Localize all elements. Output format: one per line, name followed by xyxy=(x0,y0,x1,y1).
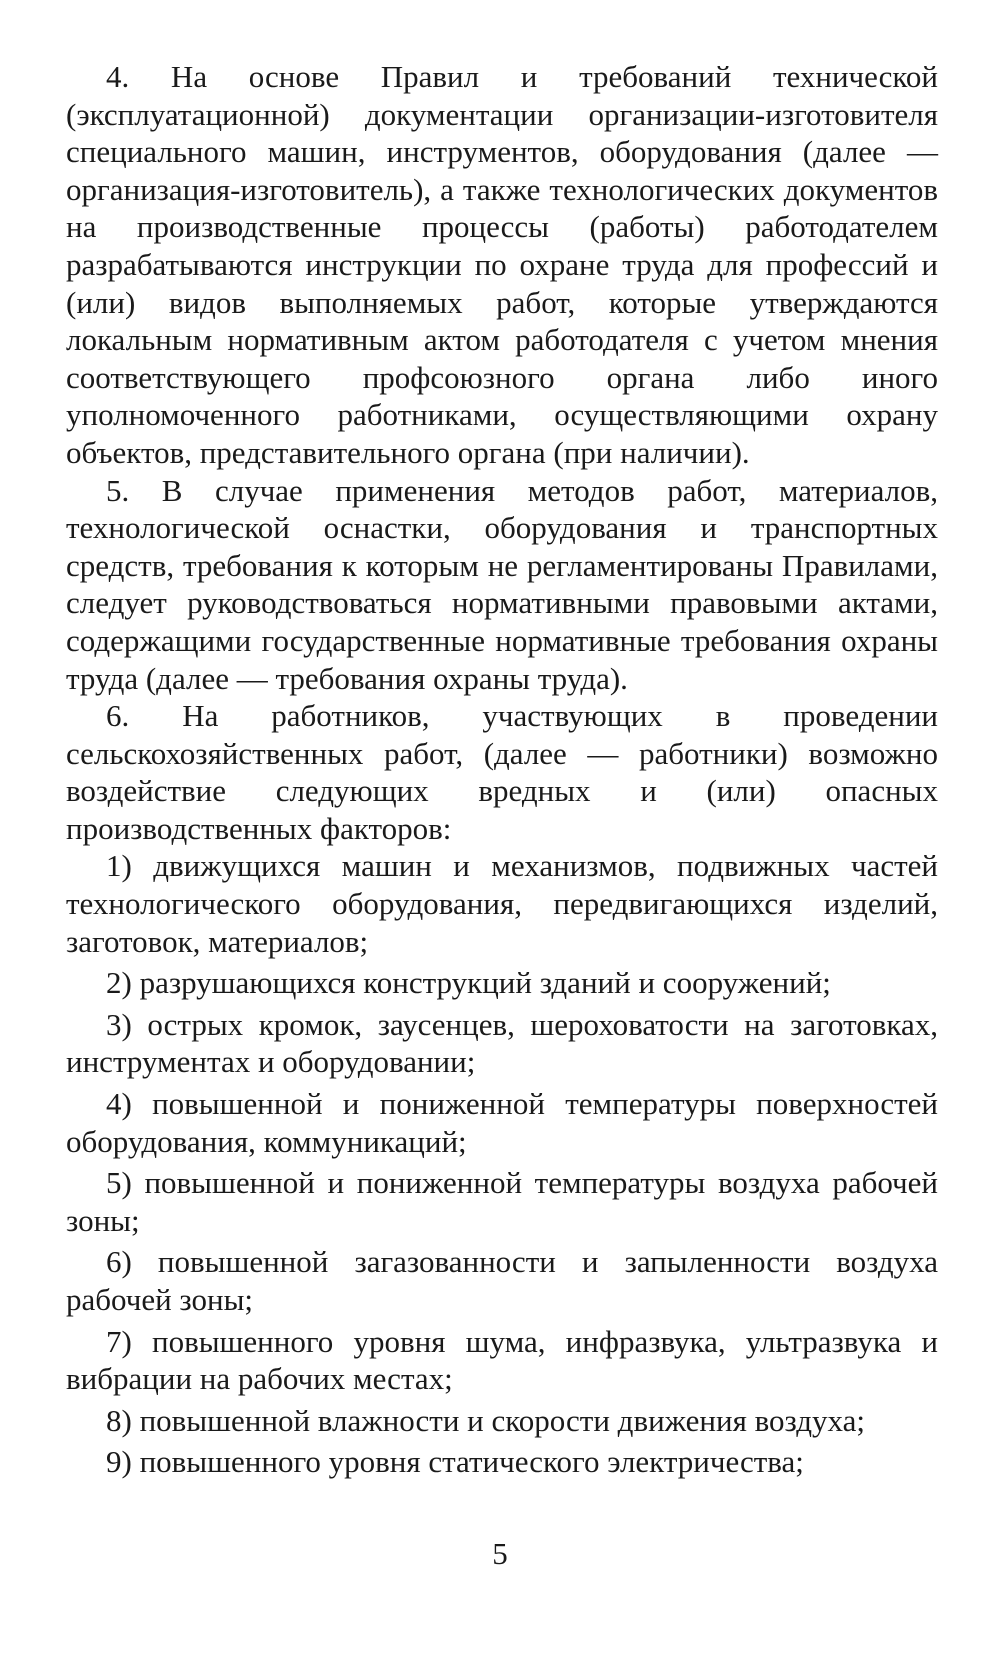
paragraph-4: 4. На основе Правил и требований технической (эксплуатационной) документации организации-изготовителя специального машин, инструментов, оборудования (далее — организация-изготовитель), а также технологических документов на производственные процессы (работы) работодателем разрабатываются инструкции по охране труда для профессий и (или) видов выполняемых работ, которые утверждаются локальным нормативным актом работодателя с учетом мнения соответствующего профсоюзного органа либо иного уполномоченного работниками, осуществляющими охрану объектов, представительного органа (при наличии). xyxy=(66,59,938,470)
paragraph-6: 6. На работников, участвующих в проведении сельскохозяйственных работ, (далее — работники) возможно воздействие следующих вредных и (или) опасных производственных факторов: xyxy=(66,698,938,846)
factor-item-9: 9) повышенного уровня статического электричества; xyxy=(106,1444,804,1480)
factor-item-7: 7) повышенного уровня шума, инфразвука, ультразвука и вибрации на рабочих местах; xyxy=(66,1323,938,1397)
factor-item-8: 8) повышенной влажности и скорости движения воздуха; xyxy=(106,1402,865,1438)
factor-item-3: 3) острых кромок, заусенцев, шероховатости на заготовках, инструментах и оборудовании; xyxy=(66,1006,938,1080)
paragraph-5: 5. В случае применения методов работ, материалов, технологической оснастки, оборудования и транспортных средств, требования к которым не регламентированы Правилами, следует руководствоваться нормативными правовыми актами, содержащими государственные нормативные требования охраны труда (далее — требования охраны труда). xyxy=(66,472,938,696)
factor-item-2: 2) разрушающихся конструкций зданий и сооружений; xyxy=(106,965,831,1001)
factor-item-4: 4) повышенной и пониженной температуры поверхностей оборудования, коммуникаций; xyxy=(66,1086,938,1159)
factor-item-6: 6) повышенной загазованности и запыленности воздуха рабочей зоны; xyxy=(66,1244,938,1317)
body-text xyxy=(66,58,938,1481)
factor-item-1: 1) движущихся машин и механизмов, подвижных частей технологического оборудования, передвигающихся изделий, заготовок, материалов; xyxy=(66,848,938,959)
factor-item-5: 5) повышенной и пониженной температуры воздуха рабочей зоны; xyxy=(66,1165,938,1238)
page-number: 5 xyxy=(492,1536,508,1571)
